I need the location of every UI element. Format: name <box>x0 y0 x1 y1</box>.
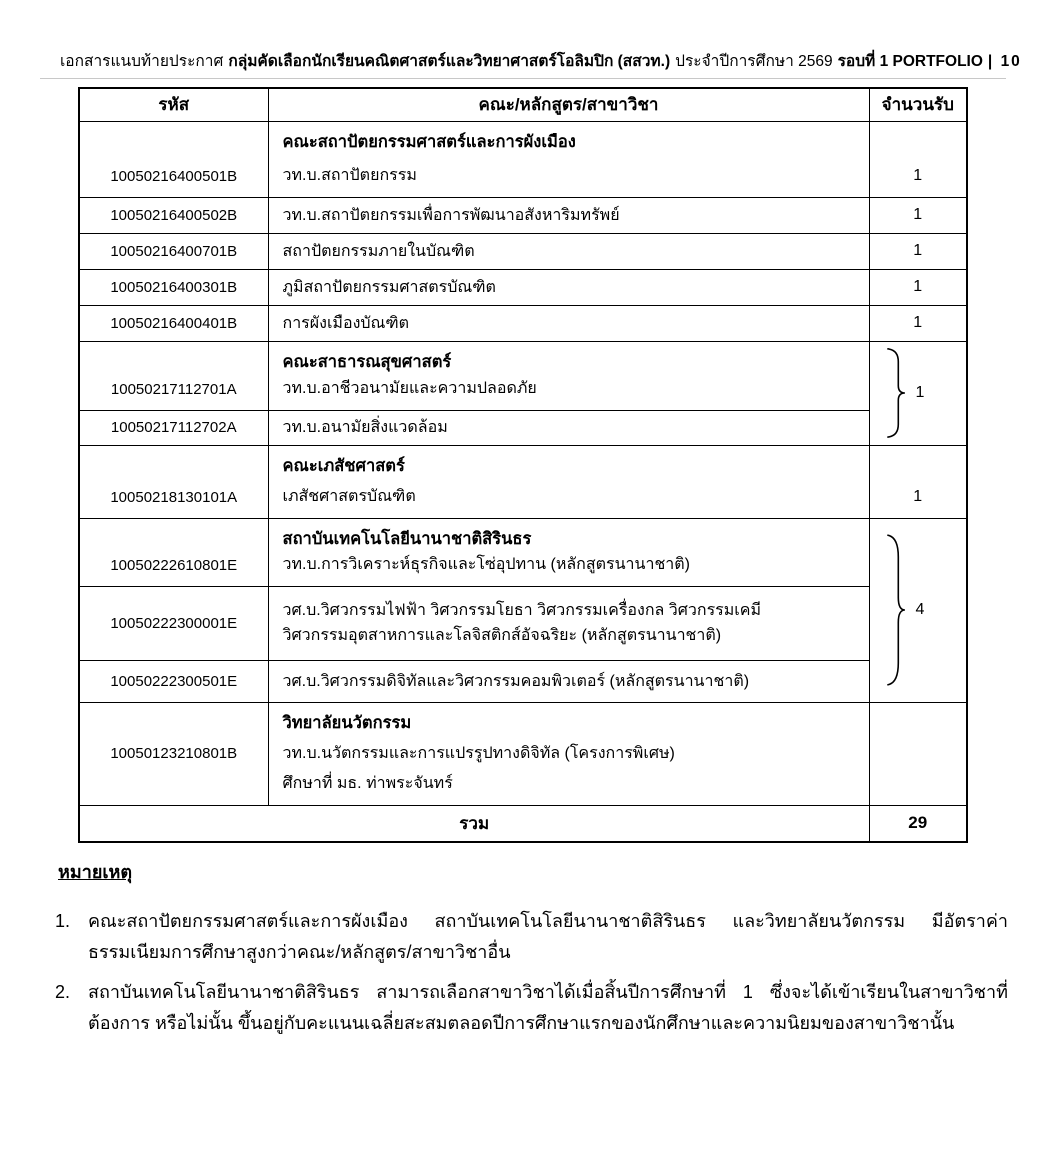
brace-icon <box>884 532 906 688</box>
note-number: 2. <box>55 982 71 1002</box>
table-header-row <box>79 88 967 121</box>
cell-program: ภูมิสถาปัตยกรรมศาสตรบัณฑิต <box>268 269 869 305</box>
table-row <box>79 305 967 341</box>
cell-program: วท.บ.อนามัยสิ่งแวดล้อม <box>268 410 869 445</box>
faculty-group-name: คณะสถาปัตยกรรมศาสตร์และการผังเมือง <box>282 132 576 151</box>
cell-intake: 1 <box>869 445 967 518</box>
table-total-row <box>79 805 967 842</box>
document-header <box>60 48 1022 73</box>
table-row <box>79 586 967 660</box>
table-row <box>79 702 967 805</box>
cell-intake: 1 <box>869 269 967 305</box>
cell-intake <box>869 702 967 805</box>
cell-intake: 1 <box>869 305 967 341</box>
program-name: วศ.บ.วิศวกรรมไฟฟ้า วิศวกรรมโยธา วิศวกรรมเครื่องกล วิศวกรรมเคมี <box>282 601 762 619</box>
note-number: 1. <box>55 911 71 931</box>
programs-table <box>78 87 968 843</box>
faculty-group-name: คณะเภสัชศาสตร์ <box>282 456 405 475</box>
brace-icon <box>884 347 906 439</box>
cell-intake: 1 <box>869 233 967 269</box>
table-row <box>79 197 967 233</box>
header-divider <box>40 78 1006 79</box>
cell-code: 10050222300501E <box>79 660 268 702</box>
note-item <box>55 906 1008 968</box>
header-academic-year: ประจำปีการศึกษา 2569 <box>675 53 833 70</box>
note-text: คณะสถาปัตยกรรมศาสตร์และการผังเมือง สถาบันเทคโนโลยีนานาชาติสิรินธร และวิทยาลัยนวัตกรรม มีอัตราค่าธรรมเนียมการศึกษาสูงกว่าคณะ/หลักสูตร/สาขาวิชาอื่น <box>88 911 1008 962</box>
cell-code: 10050217112702A <box>79 410 268 445</box>
notes-section <box>55 857 1008 1048</box>
cell-code: 10050217112701A <box>79 341 268 410</box>
cell-code: 10050123210801B <box>79 702 268 805</box>
column-header-program: คณะ/หลักสูตร/สาขาวิชา <box>268 88 869 121</box>
faculty-group-name: สถาบันเทคโนโลยีนานาชาติสิรินธร <box>282 529 532 548</box>
program-name: วท.บ.อาชีวอนามัยและความปลอดภัย <box>282 379 537 397</box>
table-row <box>79 269 967 305</box>
cell-code: 10050216400701B <box>79 233 268 269</box>
table-row <box>79 410 967 445</box>
cell-program <box>268 341 869 410</box>
cell-intake-merged <box>869 518 967 702</box>
cell-code: 10050216400401B <box>79 305 268 341</box>
cell-code: 10050216400502B <box>79 197 268 233</box>
header-prefix: เอกสารแนบท้ายประกาศ <box>60 53 224 70</box>
cell-code: 10050218130101A <box>79 445 268 518</box>
faculty-group-name: วิทยาลัยนวัตกรรม <box>282 713 412 732</box>
cell-program <box>268 586 869 660</box>
table-row <box>79 445 967 518</box>
cell-code: 10050222300001E <box>79 586 268 660</box>
table-row <box>79 660 967 702</box>
program-name: วท.บ.สถาปัตยกรรม <box>282 166 417 184</box>
intake-value: 4 <box>915 601 925 618</box>
table-row <box>79 518 967 586</box>
program-name: วท.บ.การวิเคราะห์ธุรกิจและโซ่อุปทาน (หลักสูตรนานาชาติ) <box>282 555 691 573</box>
cell-program: วท.บ.สถาปัตยกรรมเพื่อการพัฒนาอสังหาริมทรัพย์ <box>268 197 869 233</box>
column-header-code: รหัส <box>79 88 268 121</box>
program-name: วท.บ.นวัตกรรมและการแปรรูปทางดิจิทัล (โครงการพิเศษ) <box>282 744 675 762</box>
cell-program: วศ.บ.วิศวกรรมดิจิทัลและวิศวกรรมคอมพิวเตอร์ (หลักสูตรนานาชาติ) <box>268 660 869 702</box>
column-header-intake: จำนวนรับ <box>869 88 967 121</box>
cell-code: 10050216400501B <box>79 121 268 197</box>
cell-program: การผังเมืองบัณฑิต <box>268 305 869 341</box>
cell-intake: 1 <box>869 197 967 233</box>
cell-intake: 1 <box>869 121 967 197</box>
total-label: รวม <box>79 805 869 842</box>
cell-program <box>268 702 869 805</box>
cell-intake-merged <box>869 341 967 445</box>
program-name-line2: วิศวกรรมอุตสาหการและโลจิสติกส์อัจฉริยะ (หลักสูตรนานาชาติ) <box>282 626 722 644</box>
table-row <box>79 121 967 197</box>
program-name: เภสัชศาสตรบัณฑิต <box>282 487 416 505</box>
cell-program <box>268 518 869 586</box>
table-row <box>79 341 967 410</box>
program-campus-note: ศึกษาที่ มธ. ท่าพระจันทร์ <box>282 774 453 792</box>
header-selection-group: กลุ่มคัดเลือกนักเรียนคณิตศาสตร์และวิทยาศาสตร์โอลิมปิก (สสวท.) <box>228 53 671 70</box>
note-item <box>55 977 1008 1039</box>
page-number: | 10 <box>987 53 1022 70</box>
table-row <box>79 233 967 269</box>
note-text: สถาบันเทคโนโลยีนานาชาติสิรินธร สามารถเลือกสาขาวิชาได้เมื่อสิ้นปีการศึกษาที่ 1 ซึ่งจะได้เข้าเรียนในสาขาวิชาที่ต้องการ หรือไม่นั้น ขึ้นอยู่กับคะแนนเฉลี่ยสะสมตลอดปีการศึกษาแรกของนักศึกษาและความนิยมของสาขาวิชานั้น <box>88 982 1008 1033</box>
notes-heading: หมายเหตุ <box>58 862 133 882</box>
faculty-group-name: คณะสาธารณสุขศาสตร์ <box>282 352 452 371</box>
header-round: รอบที่ 1 PORTFOLIO <box>837 53 983 70</box>
cell-program <box>268 445 869 518</box>
cell-program: สถาปัตยกรรมภายในบัณฑิต <box>268 233 869 269</box>
total-value: 29 <box>869 805 967 842</box>
cell-code: 10050216400301B <box>79 269 268 305</box>
cell-program <box>268 121 869 197</box>
cell-code: 10050222610801E <box>79 518 268 586</box>
intake-value: 1 <box>915 384 925 401</box>
